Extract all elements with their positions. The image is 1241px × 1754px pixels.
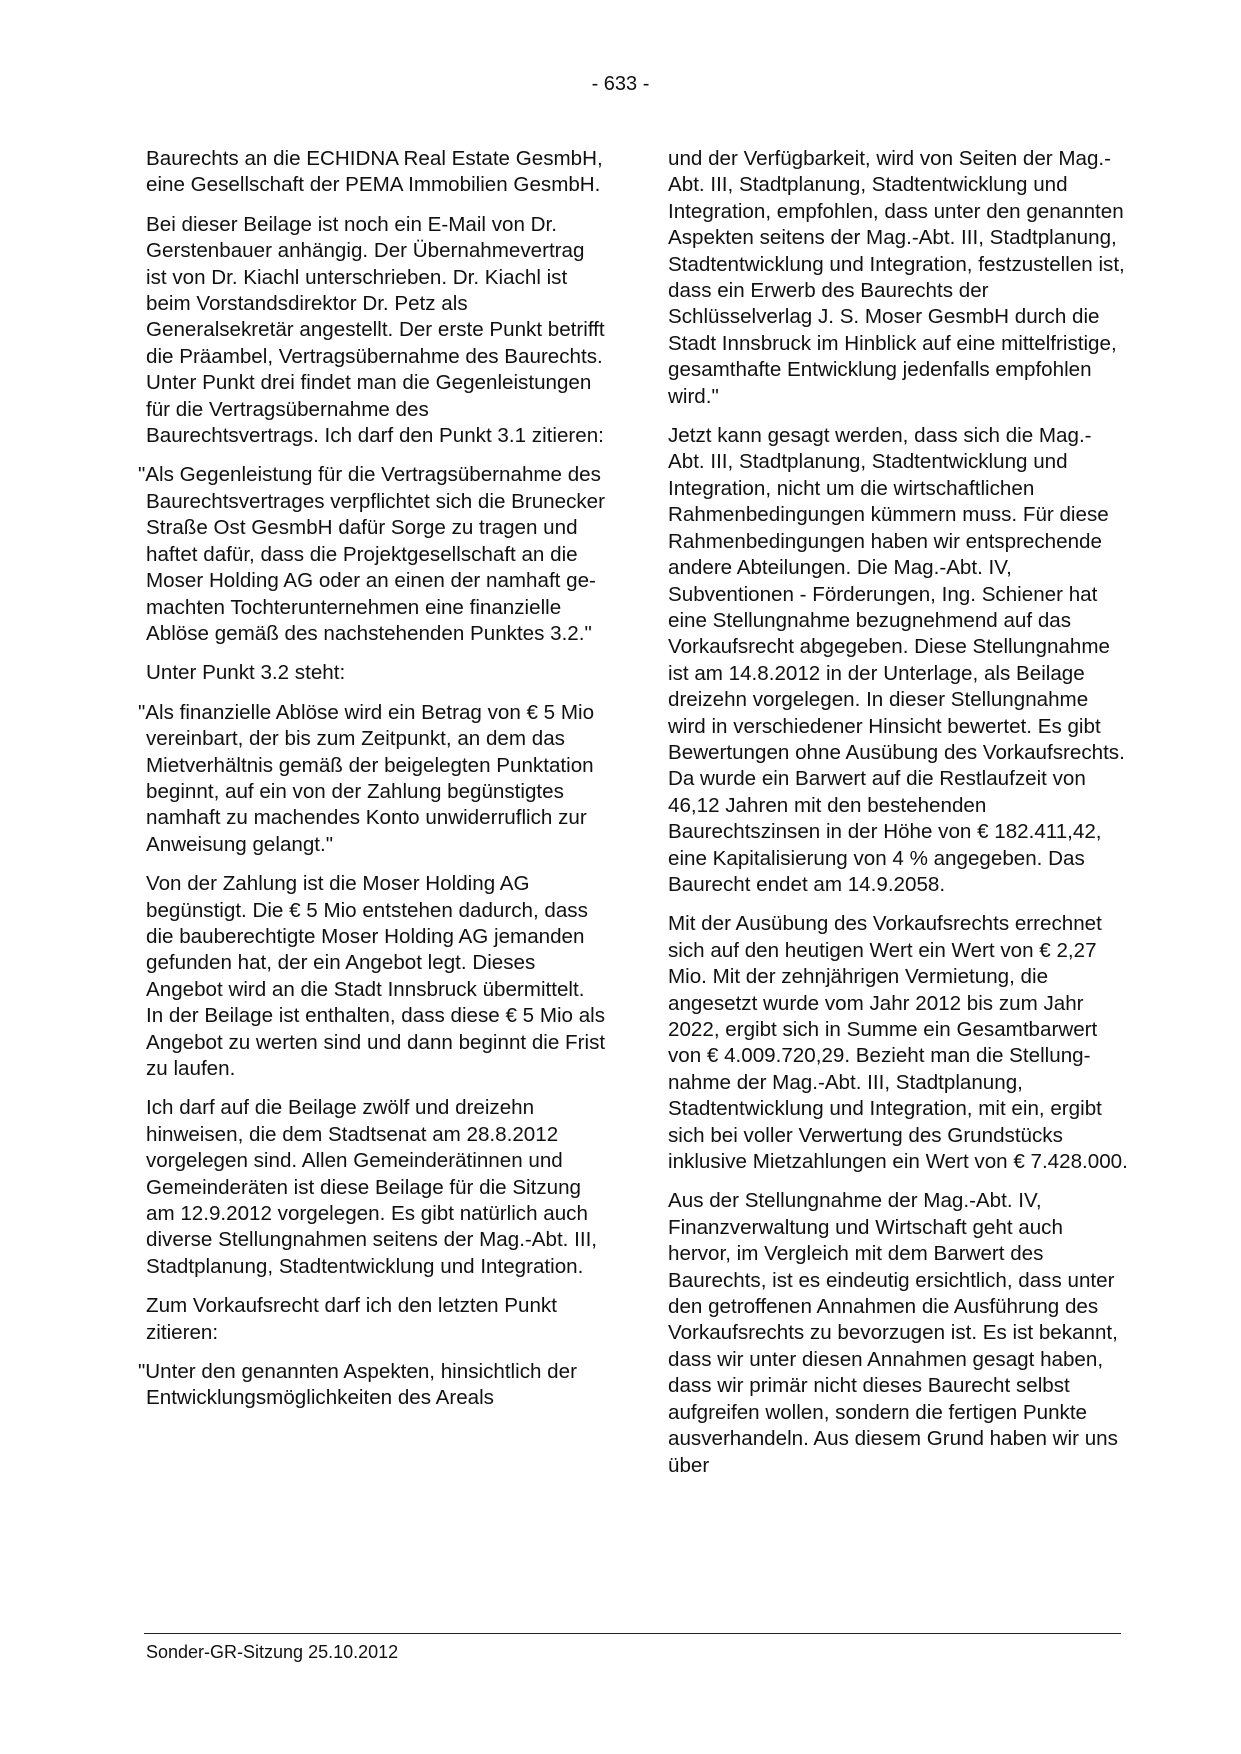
- footer-text: Sonder-GR-Sitzung 25.10.2012: [146, 1642, 399, 1662]
- paragraph: Unter Punkt 3.2 steht:: [146, 661, 346, 685]
- quote-paragraph: "Als finanzielle Ablöse wird ein Betrag von € 5 Mio vereinbart, der bis zum Zeitpunkt, an dem das Mietverhältnis gemäß der beigelegten Punktation beginnt, auf ein von der Zahlung begünstigtes namhaft zu machendes Konto unwiderruflich zur Anweisung gelangt.": [138, 700, 595, 856]
- paragraph: Jetzt kann gesagt werden, dass sich die Mag.-Abt. III, Stadtplanung, Stadtentwicklung und Integration, nicht um die wirtschaftlichen Rahmenbedingungen kümmern muss. Für diese Rahmenbedingungen haben wir entsprechende andere Abteilungen. Die Mag.-Abt. IV, Subventionen - Förderungen, Ing. Schiener hat eine Stellungnahme bezugnehmend auf das Vorkaufsrecht abgegeben. Diese Stellungnahme ist am 14.8.2012 in der Unterlage, als Beilage dreizehn vorgelegen. In dieser Stellungnahme wird in verschiedener Hinsicht bewertet. Es gibt Bewertungen ohne Ausübung des Vorkaufsrechts. Da wurde ein Barwert auf die Restlaufzeit von 46,12 Jahren mit den bestehenden Baurechtszinsen in der Höhe von € 182.411,42, eine Kapitalisierung von 4 % angegeben. Das Baurecht endet am 14.9.2058.: [668, 424, 1125, 896]
- paragraph: Aus der Stellungnahme der Mag.-Abt. IV, Finanzverwaltung und Wirtschaft geht auch hervor, im Vergleich mit dem Barwert des Baurechts, ist es eindeutig ersichtlich, dass unter den getroffenen Annahmen die Ausführung des Vorkaufsrechts zu bevorzugen ist. Es ist bekannt, dass wir unter diesen Annahmen gesagt haben, dass wir primär nicht dieses Baurecht selbst aufgreifen wollen, sondern die fertigen Punkte ausverhandeln. Aus diesem Grund haben wir uns über: [668, 1189, 1118, 1477]
- page-number: - 633 -: [591, 73, 650, 95]
- paragraph: Von der Zahlung ist die Moser Holding AG begünstigt. Die € 5 Mio entstehen dadurch, dass die bauberechtigte Moser Holding AG jemanden gefunden hat, der ein Angebot legt. Dieses Angebot wird an die Stadt Innsbruck übermittelt. In der Beilage ist enthalten, dass diese € 5 Mio als Angebot zu werten sind und dann beginnt die Frist zu laufen.: [146, 872, 606, 1080]
- paragraph: und der Verfügbarkeit, wird von Seiten der Mag.-Abt. III, Stadtplanung, Stadtentwicklung und Integration, empfohlen, dass unter den genannten Aspekten seitens der Mag.-Abt. III, Stadtplanung, Stadtentwicklung und Integration, festzustellen ist, dass ein Erwerb des Baurechts der Schlüsselverlag J. S. Moser GesmbH durch die Stadt Innsbruck im Hinblick auf eine mittelfristige, gesamthafte Entwicklung jedenfalls empfohlen wird.": [668, 147, 1125, 408]
- right-column: [668, 146, 1128, 1492]
- paragraph: Baurechts an die ECHIDNA Real Estate GesmbH, eine Gesellschaft der PEMA Immobilien GesmbH.: [146, 147, 603, 197]
- paragraph: Bei dieser Beilage ist noch ein E-Mail von Dr. Gerstenbauer anhängig. Der Übernahmevertrag ist von Dr. Kiachl unterschrieben. Dr. Kiachl ist beim Vorstandsdirektor Dr. Petz als Generalsekretär angestellt. Der erste Punkt betrifft die Präambel, Vertragsübernahme des Baurechts. Unter Punkt drei findet man die Gegenleistungen für die Vertragsübernahme des Baurechtsvertrags. Ich darf den Punkt 3.1 zitieren:: [146, 212, 605, 448]
- left-column: [138, 146, 606, 1425]
- paragraph: Ich darf auf die Beilage zwölf und dreizehn hinweisen, die dem Stadtsenat am 28.8.2012 vorgelegen sind. Allen Gemeinderätinnen und Gemeinderäten ist diese Beilage für die Sitzung am 12.9.2012 vorgelegen. Es gibt natürlich auch diverse Stellungnahmen seitens der Mag.-Abt. III, Stadtplanung, Stadtentwicklung und Integration.: [146, 1096, 598, 1278]
- paragraph: Mit der Ausübung des Vorkaufsrechts errechnet sich auf den heutigen Wert ein Wert von € 2,27 Mio. Mit der zehnjährigen Vermietung, die angesetzt wurde vom Jahr 2012 bis zum Jahr 2022, ergibt sich in Summe ein Gesamtbarwert von € 4.009.720,29. Bezieht man die Stellungnahme der Mag.-Abt. III, Stadtplanung, Stadtentwicklung und Integration, mit ein, ergibt sich bei voller Verwertung des Grundstücks inklusive Mietzahlungen ein Wert von € 7.428.000.: [668, 912, 1128, 1174]
- footer-divider: [144, 1633, 1121, 1634]
- quote-paragraph: "Als Gegenleistung für die Vertragsübernahme des Baurechtsvertrages verpflichtet sich die Brunecker Straße Ost GesmbH dafür Sorge zu tragen und haftet dafür, dass die Projektgesellschaft an die Moser Holding AG oder an einen der namhaft gemachten Tochterunternehmen eine finanzielle Ablöse gemäß des nachstehenden Punktes 3.2.": [138, 463, 605, 645]
- paragraph: Zum Vorkaufsrecht darf ich den letzten Punkt zitieren:: [146, 1294, 557, 1344]
- quote-paragraph: "Unter den genannten Aspekten, hinsichtlich der Entwicklungsmöglichkeiten des Areals: [138, 1360, 577, 1410]
